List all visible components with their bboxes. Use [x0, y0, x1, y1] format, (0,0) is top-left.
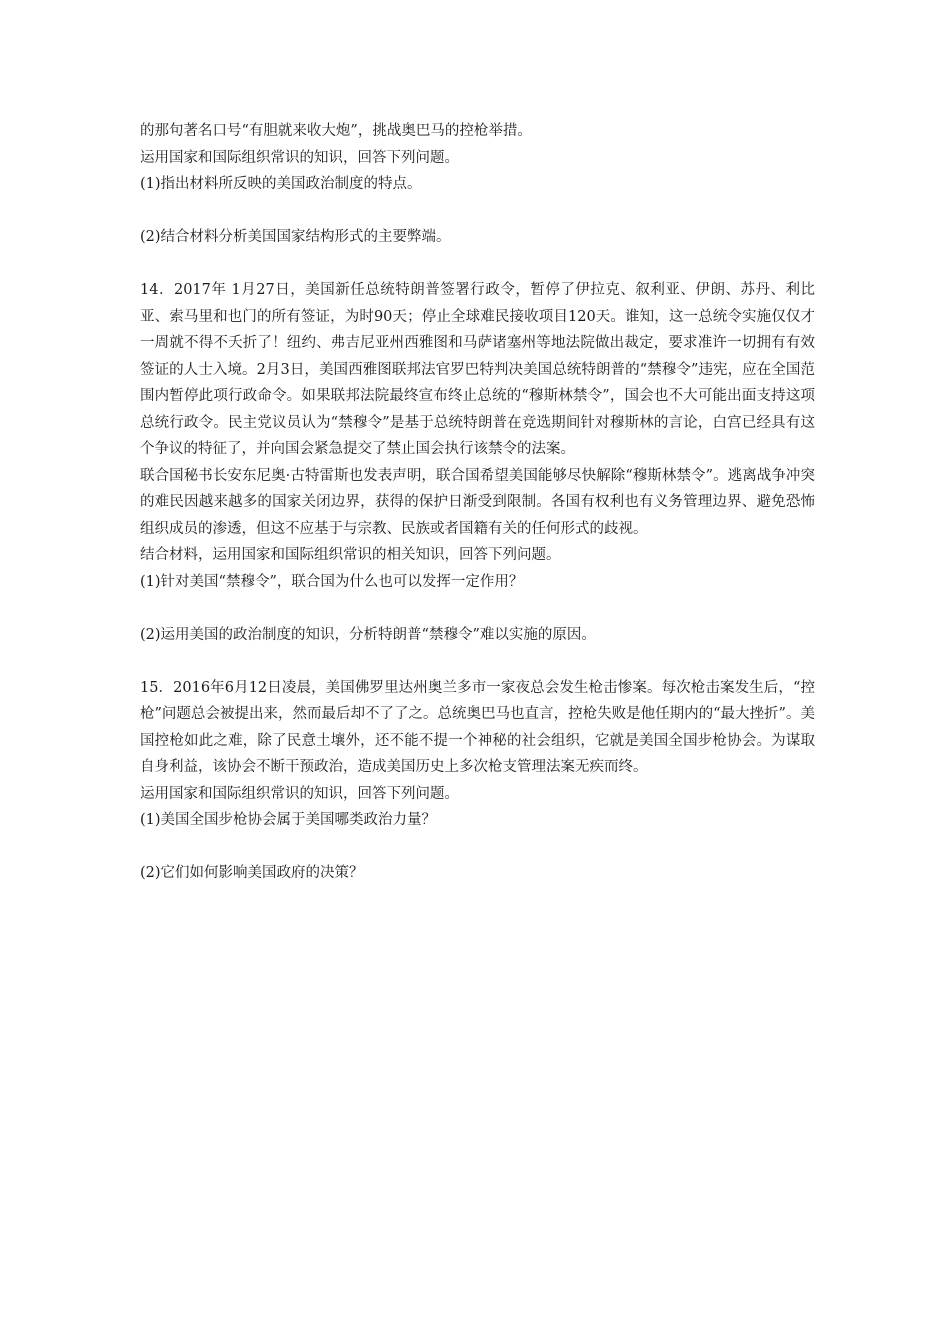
q14-material-paragraph-1: 14．2017年 1月27日，美国新任总统特朗普签署行政令，暂停了伊拉克、叙利亚、伊朗、苏丹、利比亚、索马里和也门的所有签证，为时90天；停止全球难民接收项目120天。谁知，这一总统令实施仅仅才一周就不得不夭折了！纽约、弗吉尼亚州西雅图和马萨诸塞州等地法院做出裁定，要求准许一切拥有有效签证的人士入境。2月3日，美国西雅图联邦法官罗巴特判决美国总统特朗普的“禁穆令”违宪，应在全国范围内暂停此项行政命令。如果联邦法院最终宣布终止总统的“穆斯林禁令”，国会也不大可能出面支持这项总统行政令。民主党议员认为“禁穆令”是基于总统特朗普在竞选期间针对穆斯林的言论，白宫已经具有这个争议的特征了，并向国会紧急提交了禁止国会执行该禁令的法案。	[140, 282, 815, 457]
answer-space	[140, 198, 815, 225]
q15-question-2: (2)它们如何影响美国政府的决策？	[140, 865, 364, 881]
q14-question-2: (2)运用美国的政治制度的知识，分析特朗普“禁穆令”难以实施的原因。	[140, 626, 596, 643]
prev-question-2: (2)结合材料分析美国国家结构形式的主要弊端。	[140, 229, 451, 245]
answer-space	[140, 834, 815, 861]
document-body	[140, 118, 815, 887]
q14-instruction: 结合材料，运用国家和国际组织常识的相关知识，回答下列问题。	[140, 547, 561, 563]
q15-instruction: 运用国家和国际组织常识的知识，回答下列问题。	[140, 785, 459, 802]
answer-space	[140, 595, 815, 622]
q15-question-1: (1)美国全国步枪协会属于美国哪类政治力量？	[140, 812, 437, 828]
q14-question-1: (1)针对美国“禁穆令”，联合国为什么也可以发挥一定作用？	[140, 573, 524, 590]
prev-instruction: 运用国家和国际组织常识的知识，回答下列问题。	[140, 149, 459, 166]
prev-material-tail: 的那句著名口号“有胆就来收大炮”，挑战奥巴马的控枪举措。	[140, 123, 532, 139]
answer-space	[140, 648, 815, 675]
answer-space	[140, 251, 815, 278]
q15-material: 15．2016年6月12日凌晨，美国佛罗里达州奥兰多市一家夜总会发生枪击惨案。每次枪击案发生后，“控枪”问题总会被提出来，然而最后却不了了之。总统奥巴马也直言，控枪失败是他任期内的“最大挫折”。美国控枪如此之难，除了民意土壤外，还不能不提一个神秘的社会组织，它就是美国全国步枪协会。为谋取自身利益，该协会不断干预政治，造成美国历史上多次枪支管理法案无疾而终。	[140, 679, 815, 775]
prev-question-1: (1)指出材料所反映的美国政治制度的特点。	[140, 176, 422, 192]
q14-material-paragraph-2: 联合国秘书长安东尼奥·古特雷斯也发表声明，联合国希望美国能够尽快解除“穆斯林禁令”。逃离战争冲突的难民因越来越多的国家关闭边界，获得的保护日渐受到限制。各国有权利也有义务管理边界、避免恐怖组织成员的渗透，但这不应基于与宗教、民族或者国籍有关的任何形式的歧视。	[140, 467, 815, 537]
